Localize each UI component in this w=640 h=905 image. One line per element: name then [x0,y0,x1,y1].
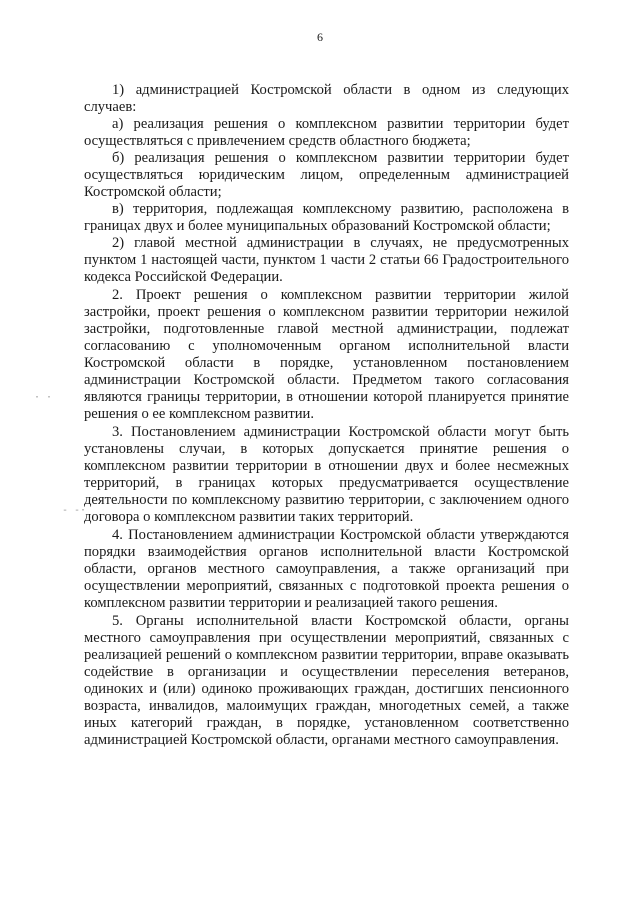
paragraph-subitem-a: а) реализация решения о комплексном развитии территории будет осуществляться с привлечением средств областного бюджета; [84,116,569,149]
paragraph-item-2: 2) главой местной администрации в случаях, не предусмотренных пунктом 1 настоящей части, пунктом 1 части 2 статьи 66 Градостроительного кодекса Российской Федерации. [84,235,569,285]
paragraph-part-2: 2. Проект решения о комплексном развитии территории жилой застройки, проект решения о комплексном развитии территории нежилой застройки, подготовленные главой местной администрации, подлежат согласованию с уполномоченным органом исполнительной власти Костромской области в порядке, установленном постановлением администрации Костромской области. Предметом такого согласования являются границы территории, в отношении которой планируется принятие решения о ее комплексном развитии. [84,287,569,422]
document-body [84,82,569,749]
paragraph-item-1: 1) администрацией Костромской области в одном из следующих случаев: [84,82,569,115]
paragraph-part-3: 3. Постановлением администрации Костромской области могут быть установлены случаи, в которых допускается принятие решения о комплексном развитии территории в отношении двух и более несмежных территорий, в границах которых предусматривается осуществление деятельности по комплексному развитию территории, с заключением одного договора о комплексном развитии таких территорий. [84,424,569,525]
scan-artifact-mark: - -· [62,505,87,516]
paragraph-part-5: 5. Органы исполнительной власти Костромской области, органы местного самоуправления при осуществлении мероприятий, связанных с реализацией решений о комплексном развитии территории, вправе оказывать содействие в организации и осуществлении переселения ветеранов, одиноких и (или) одиноко проживающих граждан, достигших пенсионного возраста, инвалидов, малоимущих граждан, многодетных семей, а также иных категорий граждан, в порядке, установленном соответственно администрацией Костромской области, органами местного самоуправления. [84,613,569,748]
paragraph-subitem-v: в) территория, подлежащая комплексному развитию, расположена в границах двух и более муниципальных образований Костромской области; [84,201,569,234]
scan-artifact-mark: · · [34,392,53,403]
paragraph-subitem-b: б) реализация решения о комплексном развитии территории будет осуществляться юридическим лицом, определенным администрацией Костромской области; [84,150,569,200]
page-number: 6 [317,30,323,44]
paragraph-part-4: 4. Постановлением администрации Костромской области утверждаются порядки взаимодействия органов исполнительной власти Костромской области, органов местного самоуправления, а также организаций при осуществлении мероприятий, связанных с подготовкой проекта решения о комплексном развитии территории и реализацией такого решения. [84,527,569,611]
